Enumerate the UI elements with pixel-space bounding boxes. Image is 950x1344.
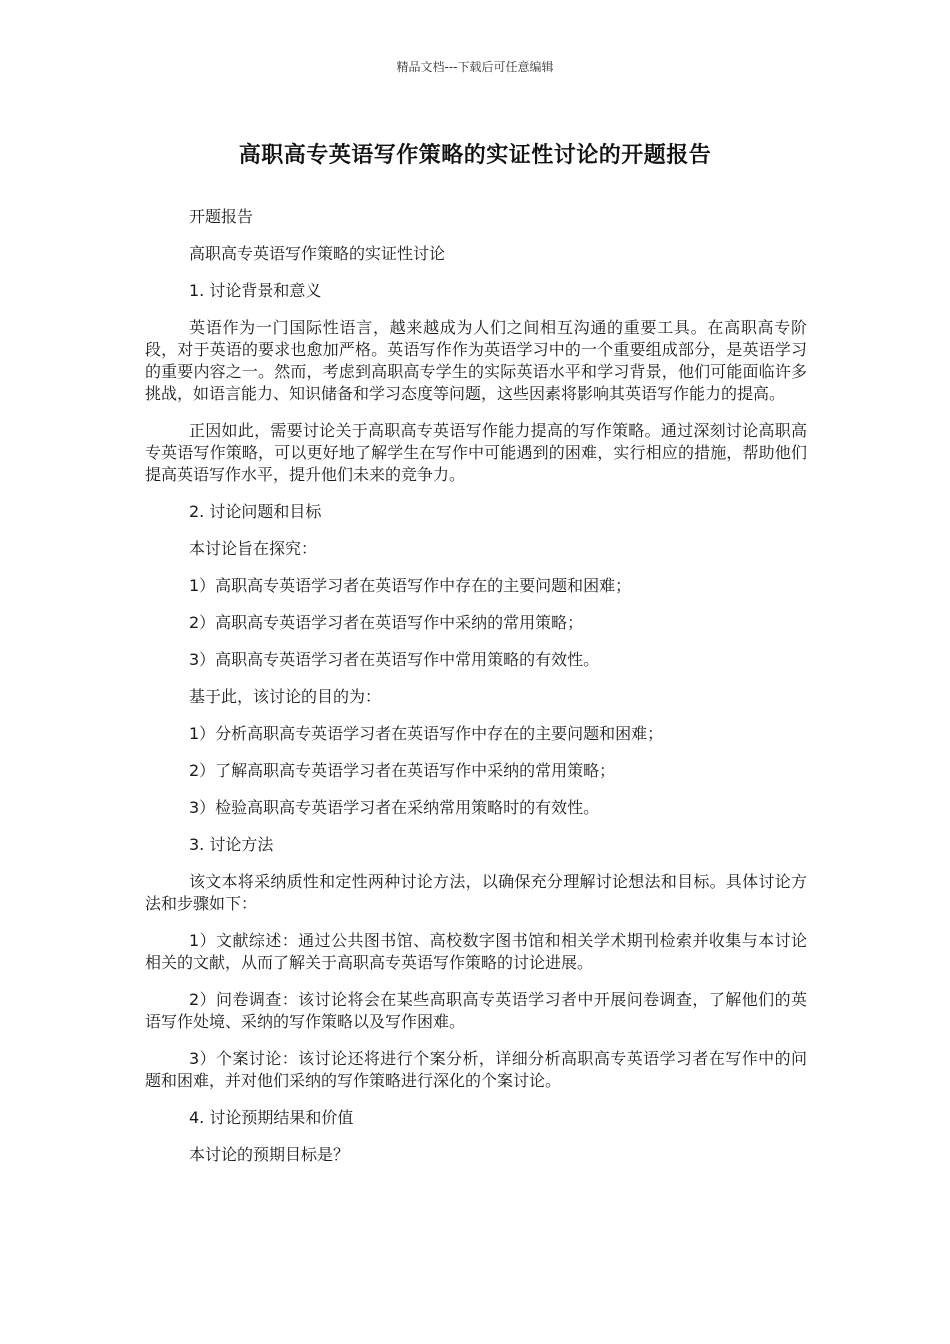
document-title: 高职高专英语写作策略的实证性讨论的开题报告 xyxy=(238,143,712,168)
paragraph-background-2: 正因如此，需要讨论关于高职高专英语写作能力提高的写作策略。通过深刻讨论高职高专英语写作策略，可以更好地了解学生在写作中可能遇到的困难，实行相应的措施，帮助他们提高英语写作水平，提升他们未来的竞争力。 xyxy=(145,421,807,484)
paragraph-aims-intro: 本讨论旨在探究： xyxy=(189,539,318,558)
paragraph-report-label: 开题报告 xyxy=(189,207,254,226)
list-item-goal-3: 3）检验高职高专英语学习者在采纳常用策略时的有效性。 xyxy=(189,798,600,817)
section-heading-questions: 2. 讨论问题和目标 xyxy=(189,502,322,521)
paragraph-background-1: 英语作为一门国际性语言，越来越成为人们之间相互沟通的重要工具。在高职高专阶段，对于英语的要求也愈加严格。英语写作作为英语学习中的一个重要组成部分，是英语学习的重要内容之一。然而，考虑到高职高专学生的实际英语水平和学习背景，他们可能面临许多挑战，如语言能力、知识储备和学习态度等问题，这些因素将影响其英语写作能力的提高。 xyxy=(145,318,807,403)
paragraph-subtitle: 高职高专英语写作策略的实证性讨论 xyxy=(189,244,446,263)
section-heading-methods: 3. 讨论方法 xyxy=(189,835,274,854)
list-item-goal-1: 1）分析高职高专英语学习者在英语写作中存在的主要问题和困难； xyxy=(189,724,664,743)
section-heading-results: 4. 讨论预期结果和价值 xyxy=(189,1108,354,1127)
paragraph-methods-intro: 该文本将采纳质性和定性两种讨论方法，以确保充分理解讨论想法和目标。具体讨论方法和步骤如下： xyxy=(145,872,807,913)
paragraph-results-intro: 本讨论的预期目标是？ xyxy=(189,1145,350,1164)
section-heading-background: 1. 讨论背景和意义 xyxy=(189,281,322,300)
list-item-question-3: 3）高职高专英语学习者在英语写作中常用策略的有效性。 xyxy=(189,650,600,669)
list-item-method-literature: 1）文献综述：通过公共图书馆、高校数字图书馆和相关学术期刊检索并收集与本讨论相关的文献，从而了解关于高职高专英语写作策略的讨论进展。 xyxy=(145,931,807,972)
list-item-question-1: 1）高职高专英语学习者在英语写作中存在的主要问题和困难； xyxy=(189,576,632,595)
list-item-goal-2: 2）了解高职高专英语学习者在英语写作中采纳的常用策略； xyxy=(189,761,616,780)
list-item-question-2: 2）高职高专英语学习者在英语写作中采纳的常用策略； xyxy=(189,613,584,632)
list-item-method-case-study: 3）个案讨论：该讨论还将进行个案分析，详细分析高职高专英语学习者在写作中的问题和困难，并对他们采纳的写作策略进行深化的个案讨论。 xyxy=(145,1049,807,1090)
paragraph-goals-intro: 基于此，该讨论的目的为： xyxy=(189,687,382,706)
document-body xyxy=(145,206,807,1181)
list-item-method-survey: 2）问卷调查：该讨论将会在某些高职高专英语学习者中开展问卷调查，了解他们的英语写作处境、采纳的写作策略以及写作困难。 xyxy=(145,990,807,1031)
page-header-note: 精品文档---下载后可任意编辑 xyxy=(396,60,554,74)
